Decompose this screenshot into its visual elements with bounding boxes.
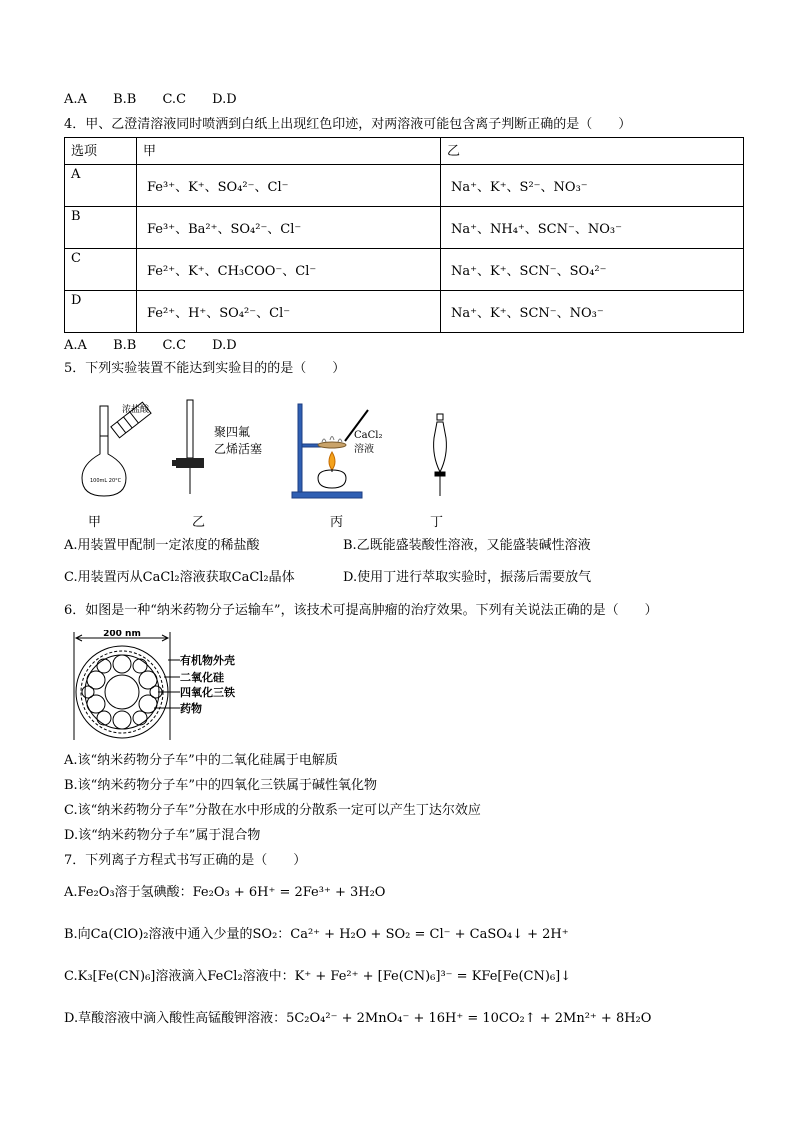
q6-stem: 6．如图是一种“纳米药物分子运输车”，该技术可提高肿瘤的治疗效果。下列有关说法正确的是（ ） (64, 603, 658, 618)
evaporation-figure (290, 396, 405, 501)
q4-option-c[interactable]: C.C (162, 338, 187, 353)
row-label: D (65, 291, 137, 333)
caption-yi: 乙 (192, 515, 206, 530)
drug-label: 药物 (180, 702, 202, 715)
jia-ions: Fe²⁺、K⁺、CH₃COO⁻、Cl⁻ (137, 249, 441, 291)
caption-jia: 甲 (88, 515, 102, 530)
header-yi: 乙 (441, 138, 744, 165)
acid-label: 浓盐酸 (122, 405, 150, 415)
q7-option-c[interactable]: C.K₃[Fe(CN)₆]溶液滴入FeCl₂溶液中：K⁺ + Fe²⁺ + [Fe(CN)₆]³⁻ = KFe[Fe(CN)₆]↓ (64, 969, 572, 984)
row-label: A (65, 165, 137, 207)
table-row (65, 165, 744, 207)
caption-bing: 丙 (330, 515, 344, 530)
jia-ions: Fe²⁺、H⁺、SO₄²⁻、Cl⁻ (137, 291, 441, 333)
q3-options (64, 91, 259, 109)
q4-stem: 4．甲、乙澄清溶液同时喷洒到白纸上出现红色印迹，对两溶液可能包含离子判断正确的是（ ） (64, 117, 632, 132)
nano-carrier-figure (68, 630, 248, 742)
table-header-row (65, 138, 744, 165)
q5-option-c[interactable]: C.用装置丙从CaCl₂溶液获取CaCl₂晶体 (64, 570, 295, 585)
burette-figure (170, 398, 280, 498)
caption-ding: 丁 (430, 515, 444, 530)
header-jia: 甲 (137, 138, 441, 165)
jia-ions: Fe³⁺、Ba²⁺、SO₄²⁻、Cl⁻ (137, 207, 441, 249)
header-option: 选项 (65, 138, 137, 165)
q3-option-c[interactable]: C.C (162, 92, 187, 107)
q7-option-a[interactable]: A.Fe₂O₃溶于氢碘酸：Fe₂O₃ + 6H⁺ = 2Fe³⁺ + 3H₂O (64, 885, 386, 900)
table-row (65, 249, 744, 291)
table-row (65, 291, 744, 333)
volumetric-flask-figure (78, 396, 158, 501)
fe3o4-label: 四氧化三铁 (180, 686, 235, 699)
q4-ion-table (64, 137, 744, 333)
q7-option-b[interactable]: B.向Ca(ClO)₂溶液中通入少量的SO₂：Ca²⁺ + H₂O + SO₂ = Cl⁻ + CaSO₄↓ + 2H⁺ (64, 927, 569, 942)
separatory-funnel-figure (422, 412, 458, 498)
q4-option-b[interactable]: B.B (113, 338, 137, 353)
row-label: B (65, 207, 137, 249)
flask-mark: 100mL 20°C (90, 478, 122, 484)
q5-stem: 5．下列实验装置不能达到实验目的的是（ ） (64, 361, 346, 376)
q6-option-d[interactable]: D.该“纳米药物分子车”属于混合物 (64, 828, 261, 843)
table-row (65, 207, 744, 249)
row-label: C (65, 249, 137, 291)
q4-options (64, 337, 259, 355)
jia-ions: Fe³⁺、K⁺、SO₄²⁻、Cl⁻ (137, 165, 441, 207)
sio2-label: 二氧化硅 (180, 671, 224, 684)
q7-option-d[interactable]: D.草酸溶液中滴入酸性高锰酸钾溶液：5C₂O₄²⁻ + 2MnO₄⁻ + 16H⁺ = 10CO₂↑ + 2Mn²⁺ + 8H₂O (64, 1011, 652, 1026)
q6-option-a[interactable]: A.该“纳米药物分子车”中的二氧化硅属于电解质 (64, 753, 338, 768)
shell-label: 有机物外壳 (180, 654, 235, 667)
q3-option-d[interactable]: D.D (212, 92, 237, 107)
q6-option-c[interactable]: C.该“纳米药物分子车”分散在水中形成的分散系一定可以产生丁达尔效应 (64, 803, 481, 818)
size-label: 200 nm (103, 630, 141, 639)
cacl2-label-2: 溶液 (354, 444, 374, 455)
q4-option-d[interactable]: D.D (212, 338, 237, 353)
q5-option-a[interactable]: A.用装置甲配制一定浓度的稀盐酸 (64, 538, 260, 553)
stopcock-label-2: 乙烯活塞 (214, 442, 263, 456)
stopcock-label-1: 聚四氟 (214, 425, 251, 439)
yi-ions: Na⁺、NH₄⁺、SCN⁻、NO₃⁻ (441, 207, 744, 249)
cacl2-label-1: CaCl₂ (354, 430, 383, 441)
q3-option-a[interactable]: A.A (64, 92, 87, 107)
q5-option-d[interactable]: D.使用丁进行萃取实验时，振荡后需要放气 (343, 570, 592, 585)
q5-option-b[interactable]: B.乙既能盛装酸性溶液，又能盛装碱性溶液 (343, 538, 591, 553)
q7-stem: 7．下列离子方程式书写正确的是（ ） (64, 853, 307, 868)
yi-ions: Na⁺、K⁺、S²⁻、NO₃⁻ (441, 165, 744, 207)
q4-option-a[interactable]: A.A (64, 338, 87, 353)
yi-ions: Na⁺、K⁺、SCN⁻、NO₃⁻ (441, 291, 744, 333)
q6-option-b[interactable]: B.该“纳米药物分子车”中的四氧化三铁属于碱性氧化物 (64, 778, 377, 793)
yi-ions: Na⁺、K⁺、SCN⁻、SO₄²⁻ (441, 249, 744, 291)
q3-option-b[interactable]: B.B (113, 92, 137, 107)
